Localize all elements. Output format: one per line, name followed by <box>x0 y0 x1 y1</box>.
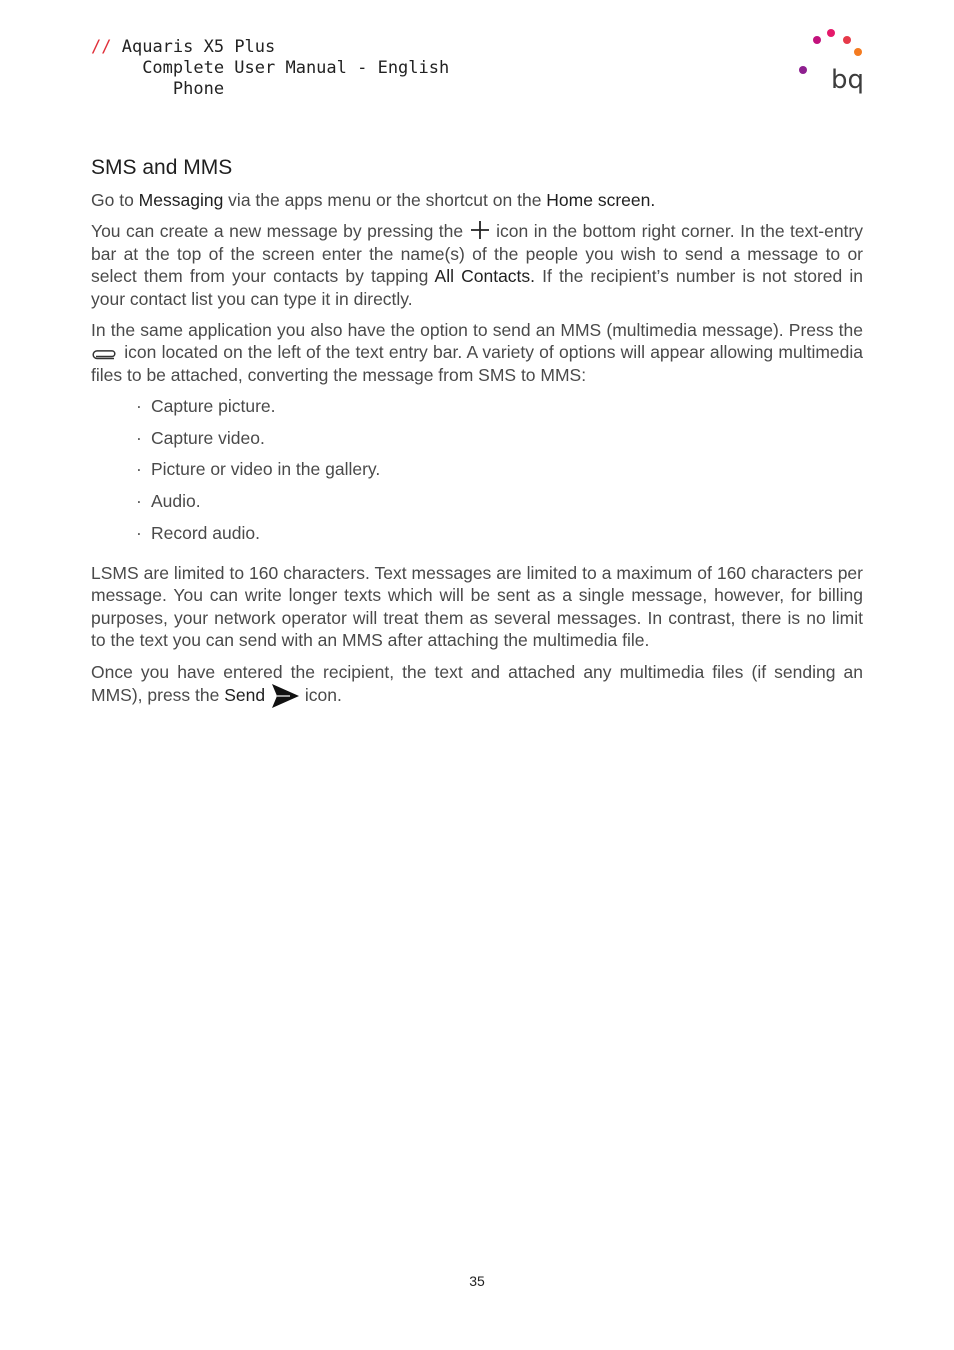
paragraph-new-message: You can create a new message by pressing the icon in the bottom right corner. In the text-entry bar at the top of the screen enter the name(s) of the people you wish to send a message to or select them from your contacts by tapping All Contacts. If the recipient’s number is not stored in your contact list you can type it in directly. <box>91 221 863 309</box>
page-number: 35 <box>469 1273 485 1289</box>
paragraph-send: Once you have entered the recipient, the text and attached any multimedia files (if sending an MMS), press the Send icon. <box>91 661 863 709</box>
list-item: · Picture or video in the gallery. <box>136 459 381 480</box>
mms-options-list <box>91 395 863 544</box>
list-item: · Record audio. <box>136 522 260 543</box>
section-title: SMS and MMS <box>91 156 233 179</box>
header-manual: Complete User Manual - English <box>142 58 450 78</box>
bq-logo <box>795 26 867 96</box>
home-screen-text: Home screen. <box>546 190 656 210</box>
all-contacts-text: All Contacts. <box>434 266 536 287</box>
paragraph-limits: LSMS are limited to 160 characters. Text messages are limited to a maximum of 160 characters per message. You can write longer texts which will be sent as a single message, however, for billing purposes, your network operator will treat them as several messages. In contrast, there is no limit to the text you can send with an MMS after attaching the multimedia file. <box>91 563 863 651</box>
header-section: Phone <box>172 79 225 99</box>
plus-icon <box>469 220 491 240</box>
logo-dot-5 <box>854 48 862 56</box>
header-product: Aquaris X5 Plus <box>121 37 276 57</box>
paragraph-mms: In the same application you also have the option to send an MMS (multimedia message). Press the icon located on the left of the text entry bar. A variety of options will appear allowing multimedia files to be attached, converting the message from SMS to MMS: <box>91 320 863 385</box>
logo-dot-1 <box>799 66 807 74</box>
logo-dot-4 <box>843 36 851 44</box>
list-item: · Capture video. <box>136 427 265 448</box>
main-content <box>91 155 863 718</box>
send-text: Send <box>224 685 266 706</box>
logo-dot-3 <box>827 29 835 37</box>
logo-text: bq <box>831 65 865 95</box>
messaging-link-text: Messaging <box>138 190 224 210</box>
header-slashes: // <box>91 37 112 57</box>
paperclip-icon <box>91 347 119 361</box>
list-item: · Audio. <box>136 491 201 512</box>
logo-dot-2 <box>813 36 821 44</box>
send-icon <box>270 683 300 709</box>
list-item: · Capture picture. <box>136 396 276 417</box>
paragraph-messaging: Go to Messaging via the apps menu or the shortcut on the Home screen. <box>91 190 656 210</box>
document-header <box>91 37 449 100</box>
